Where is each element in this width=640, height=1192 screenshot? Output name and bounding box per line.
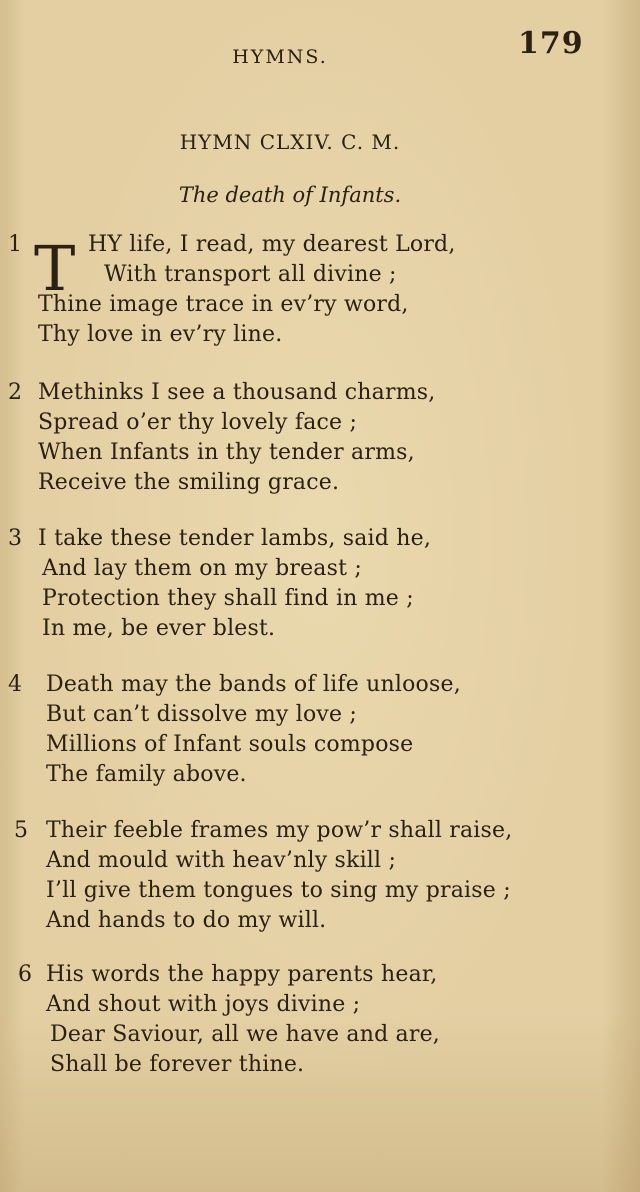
verse-line: But can’t dissolve my love ; <box>46 702 358 727</box>
verse-line: Thy love in ev’ry line. <box>38 322 283 347</box>
hymn-subtitle: The death of Infants. <box>178 183 402 207</box>
verse-line: Their feeble frames my pow’r shall raise, <box>46 818 513 843</box>
verse-line: Dear Saviour, all we have and are, <box>50 1022 440 1047</box>
stanza-number: 2 <box>8 380 22 405</box>
verse-line: Protection they shall find in me ; <box>42 586 414 611</box>
verse-line: And lay them on my breast ; <box>42 556 362 581</box>
drop-cap: T <box>34 232 76 305</box>
hymn-title: HYMN CLXIV. C. M. <box>179 130 401 154</box>
verse-line: Thine image trace in ev’ry word, <box>38 292 409 317</box>
verse-line: Millions of Infant souls compose <box>46 732 414 757</box>
stanza-number: 4 <box>8 672 22 697</box>
stanza-number: 6 <box>18 962 32 987</box>
verse-line: Shall be forever thine. <box>50 1052 305 1077</box>
verse-line: I’ll give them tongues to sing my praise ; <box>46 878 511 903</box>
verse-line: And mould with heav’nly skill ; <box>46 848 397 873</box>
verse-line: In me, be ever blest. <box>42 616 276 641</box>
stanza-number: 1 <box>8 232 22 257</box>
verse-line: With transport all divine ; <box>104 262 397 287</box>
verse-line: The family above. <box>46 762 247 787</box>
verse-line: When Infants in thy tender arms, <box>38 440 415 465</box>
stanza-number: 5 <box>14 818 28 843</box>
verse-line: And shout with joys divine ; <box>46 992 361 1017</box>
verse-line: Methinks I see a thousand charms, <box>38 380 436 405</box>
verse-line: Death may the bands of life unloose, <box>46 672 461 697</box>
verse-line: His words the happy parents hear, <box>46 962 438 987</box>
verse-line: I take these tender lambs, said he, <box>38 526 432 551</box>
verse-line: HY life, I read, my dearest Lord, <box>88 232 456 257</box>
running-head: HYMNS. <box>232 46 328 68</box>
stanza-number: 3 <box>8 526 22 551</box>
page-number: 179 <box>518 26 584 61</box>
verse-line: And hands to do my will. <box>46 908 327 933</box>
verse-line: Spread o’er thy lovely face ; <box>38 410 358 435</box>
verse-line: Receive the smiling grace. <box>38 470 340 495</box>
